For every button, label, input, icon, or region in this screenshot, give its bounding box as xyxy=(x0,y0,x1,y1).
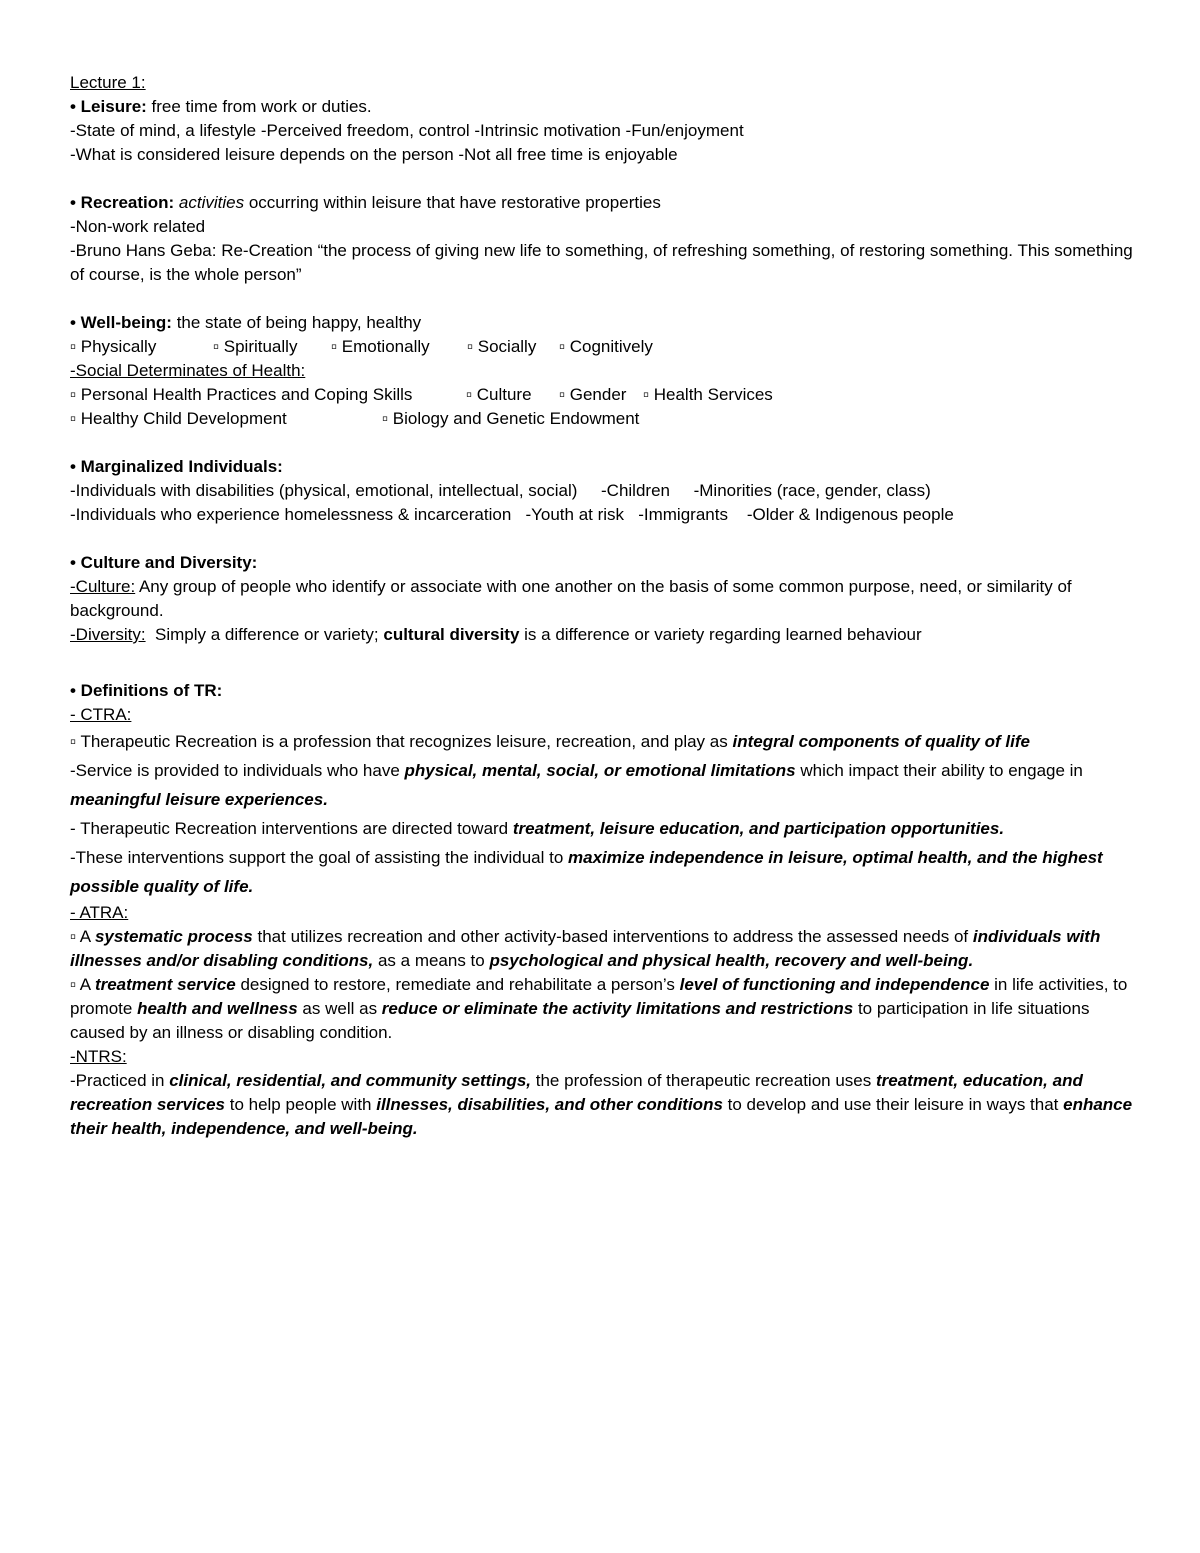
ctra-p4-emphasis: maximize independence in leisure, optimal health, and the highest possible quality of life. xyxy=(70,848,1103,896)
atra-p2-text: as well as xyxy=(297,999,382,1018)
leisure-line-1: -State of mind, a lifestyle -Perceived freedom, control -Intrinsic motivation -Fun/enjoyment xyxy=(70,121,744,140)
culture-definition xyxy=(70,575,1140,623)
ctra-p2-text: which impact their ability to engage in xyxy=(795,761,1083,780)
culture-heading: • Culture and Diversity: xyxy=(70,553,258,572)
atra-p2-text: to participation in life situations caused by an illness or disabling condition. xyxy=(70,999,1090,1042)
ntrs-text: the profession of therapeutic recreation uses xyxy=(531,1071,876,1090)
sdh-row-1 xyxy=(70,383,1140,407)
leisure-heading-line xyxy=(70,95,1140,119)
wellbeing-heading-line xyxy=(70,311,1140,335)
atra-paragraph-2 xyxy=(70,973,1140,1045)
ntrs-emphasis: clinical, residential, and community settings, xyxy=(169,1071,532,1090)
ctra-p2-text: -Service is provided to individuals who have xyxy=(70,761,405,780)
sdh-item: ▫ Biology and Genetic Endowment xyxy=(382,409,640,428)
definitions-heading: • Definitions of TR: xyxy=(70,681,223,700)
recreation-def-italic: activities xyxy=(174,193,245,212)
atra-p1-text: ▫ A xyxy=(70,927,95,946)
atra-p1-emphasis: individuals with illnesses and/or disabling conditions, xyxy=(70,927,1101,970)
sdh-item: ▫ Culture xyxy=(466,385,532,404)
ntrs-emphasis: enhance their health, independence, and well-being. xyxy=(70,1095,1133,1138)
wellbeing-heading: • Well-being: xyxy=(70,313,172,332)
marginalized-heading: • Marginalized Individuals: xyxy=(70,457,283,476)
atra-p2-emphasis: treatment service xyxy=(94,975,236,994)
atra-p2-emphasis: health and wellness xyxy=(137,999,298,1018)
sdh-heading: -Social Determinates of Health: xyxy=(70,361,306,380)
atra-p1-text: that utilizes recreation and other activity-based interventions to address the assessed needs of xyxy=(252,927,973,946)
ctra-paragraph-4 xyxy=(70,843,1140,901)
ctra-p4-text: -These interventions support the goal of assisting the individual to xyxy=(70,848,569,867)
marginalized-line-2: -Individuals who experience homelessness & incarceration -Youth at risk -Immigrants -Older & Indigenous people xyxy=(70,505,954,524)
atra-p2-emphasis: reduce or eliminate the activity limitations and restrictions xyxy=(381,999,854,1018)
atra-p2-emphasis: level of functioning and independence xyxy=(679,975,990,994)
dimension-item: ▫ Socially xyxy=(467,337,537,356)
atra-p1-emphasis: psychological and physical health, recovery and well-being. xyxy=(489,951,974,970)
recreation-heading: • Recreation: xyxy=(70,193,175,212)
atra-label: - ATRA: xyxy=(70,903,129,922)
ntrs-text: -Practiced in xyxy=(70,1071,170,1090)
culture-label: -Culture: xyxy=(70,577,136,596)
leisure-definition: free time from work or duties. xyxy=(146,97,372,116)
ctra-paragraph-1 xyxy=(70,727,1140,756)
diversity-text-2: is a difference or variety regarding learned behaviour xyxy=(519,625,922,644)
wellbeing-definition: the state of being happy, healthy xyxy=(171,313,422,332)
ctra-paragraph-3 xyxy=(70,814,1140,843)
ntrs-label: -NTRS: xyxy=(70,1047,127,1066)
ctra-p2-emphasis: meaningful leisure experiences. xyxy=(70,790,328,809)
marginalized-line-1: -Individuals with disabilities (physical, emotional, intellectual, social) -Children -Minorities (race, gender, class) xyxy=(70,481,931,500)
recreation-heading-line xyxy=(70,191,1140,215)
ctra-label: - CTRA: xyxy=(70,705,132,724)
sdh-item: ▫ Personal Health Practices and Coping Skills xyxy=(70,385,413,404)
dimension-item: ▫ Emotionally xyxy=(331,337,430,356)
culture-text: Any group of people who identify or associate with one another on the basis of some common purpose, need, or similarity of background. xyxy=(70,577,1072,620)
ctra-paragraph-2 xyxy=(70,756,1140,814)
sdh-row-2 xyxy=(70,407,1140,431)
ctra-p2-emphasis: physical, mental, social, or emotional limitations xyxy=(404,761,796,780)
diversity-label: -Diversity: xyxy=(70,625,146,644)
ntrs-paragraph xyxy=(70,1069,1140,1141)
wellbeing-dimensions xyxy=(70,335,1140,359)
atra-p2-text: ▫ A xyxy=(70,975,95,994)
atra-p1-text: as a means to xyxy=(373,951,490,970)
recreation-quote: -Bruno Hans Geba: Re-Creation “the process of giving new life to something, of refreshing something, of restoring something. This something of course, is the whole person” xyxy=(70,241,1133,284)
recreation-definition: occurring within leisure that have restorative properties xyxy=(244,193,661,212)
dimension-item: ▫ Physically xyxy=(70,337,157,356)
ntrs-emphasis: treatment, education, and recreation services xyxy=(70,1071,1083,1114)
ctra-p1-text: ▫ Therapeutic Recreation is a profession that recognizes leisure, recreation, and play as xyxy=(70,732,733,751)
atra-paragraph-1 xyxy=(70,925,1140,973)
ctra-p1-emphasis: integral components of quality of life xyxy=(732,732,1030,751)
ctra-p3-emphasis: treatment, leisure education, and participation opportunities. xyxy=(512,819,1005,838)
atra-p1-emphasis: systematic process xyxy=(94,927,253,946)
leisure-heading: • Leisure: xyxy=(70,97,147,116)
ctra-p3-text: - Therapeutic Recreation interventions are directed toward xyxy=(70,819,513,838)
atra-p2-text: designed to restore, remediate and rehabilitate a person’s xyxy=(235,975,680,994)
lecture-notes xyxy=(70,71,1140,1141)
sdh-item: ▫ Healthy Child Development xyxy=(70,409,287,428)
recreation-line-1: -Non-work related xyxy=(70,217,206,236)
dimension-item: ▫ Cognitively xyxy=(559,337,653,356)
sdh-item: ▫ Health Services xyxy=(643,385,773,404)
lecture-title: Lecture 1: xyxy=(70,73,146,92)
diversity-bold: cultural diversity xyxy=(383,625,520,644)
diversity-text-1: Simply a difference or variety; xyxy=(145,625,384,644)
ntrs-emphasis: illnesses, disabilities, and other conditions xyxy=(376,1095,723,1114)
sdh-item: ▫ Gender xyxy=(559,385,627,404)
atra-p2-text: in life activities, to promote xyxy=(70,975,1128,1018)
leisure-line-2: -What is considered leisure depends on the person -Not all free time is enjoyable xyxy=(70,145,678,164)
diversity-definition xyxy=(70,623,1140,647)
dimension-item: ▫ Spiritually xyxy=(213,337,298,356)
ntrs-text: to develop and use their leisure in ways that xyxy=(722,1095,1064,1114)
ntrs-text: to help people with xyxy=(225,1095,377,1114)
